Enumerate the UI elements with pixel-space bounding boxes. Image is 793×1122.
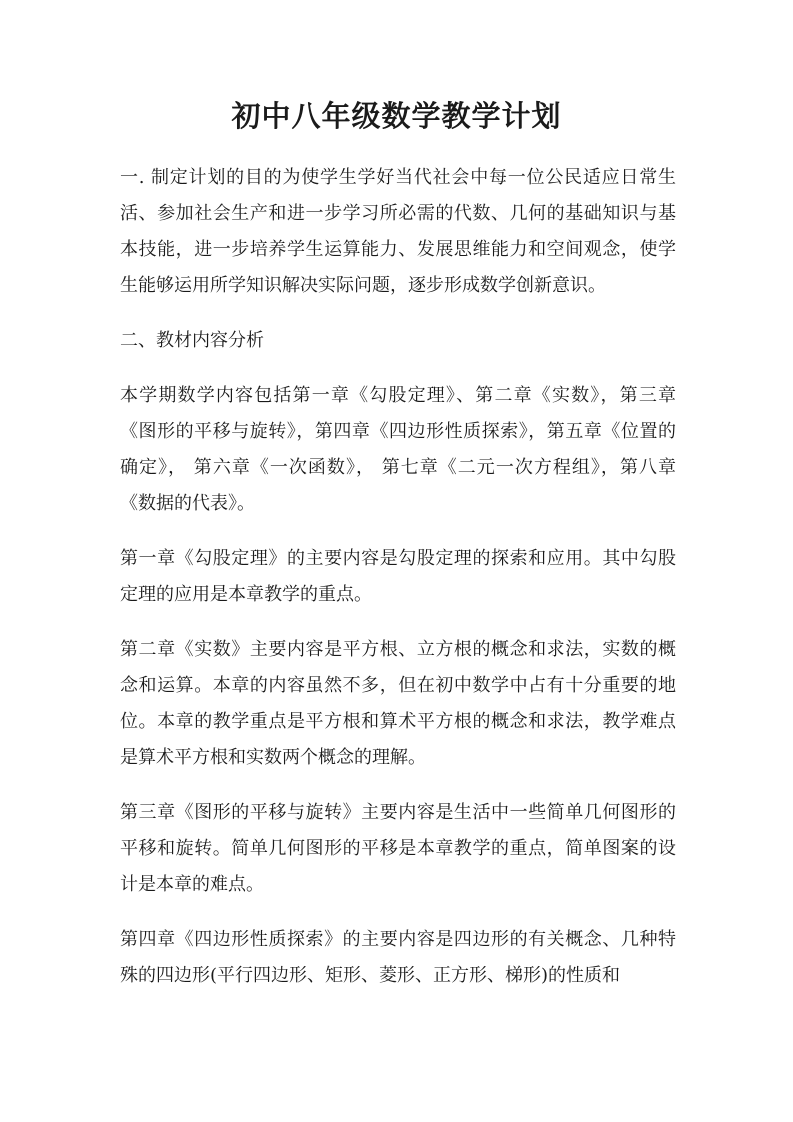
- paragraph-chapter-2: 第二章《实数》主要内容是平方根、立方根的概念和求法，实数的概念和运算。本章的内容虽然不多，但在初中数学中占有十分重要的地位。本章的教学重点是平方根和算术平方根的概念和求法，教学难点是算术平方根和实数两个概念的理解。: [120, 639, 676, 768]
- document-title: 初中八年级数学教学计划: [231, 99, 562, 133]
- paragraph-chapter-4: 第四章《四边形性质探索》的主要内容是四边形的有关概念、几种特殊的四边形(平行四边形、矩形、菱形、正方形、梯形)的性质和: [120, 929, 676, 986]
- document-body: [120, 160, 676, 1013]
- paragraph-purpose: 一. 制定计划的目的为使学生学好当代社会中每一位公民适应日常生活、参加社会生产和进一步学习所必需的代数、几何的基础知识与基本技能，进一步培养学生运算能力、发展思维能力和空间观念，使学生能够运用所学知识解决实际问题，逐步形成数学创新意识。: [120, 167, 676, 296]
- paragraph-chapter-3: 第三章《图形的平移与旋转》主要内容是生活中一些简单几何图形的平移和旋转。简单几何图形的平移是本章教学的重点，简单图案的设计是本章的难点。: [120, 802, 676, 895]
- paragraph-chapters-overview: 本学期数学内容包括第一章《勾股定理》、第二章《实数》，第三章《图形的平移与旋转》，第四章《四边形性质探索》，第五章《位置的确定》， 第六章《一次函数》， 第七章《二元一次方程组》，第八章《数据的代表》。: [120, 385, 676, 514]
- paragraph-chapter-1: 第一章《勾股定理》的主要内容是勾股定理的探索和应用。其中勾股定理的应用是本章教学的重点。: [120, 548, 676, 605]
- section-heading-content-analysis: 二、教材内容分析: [120, 330, 264, 351]
